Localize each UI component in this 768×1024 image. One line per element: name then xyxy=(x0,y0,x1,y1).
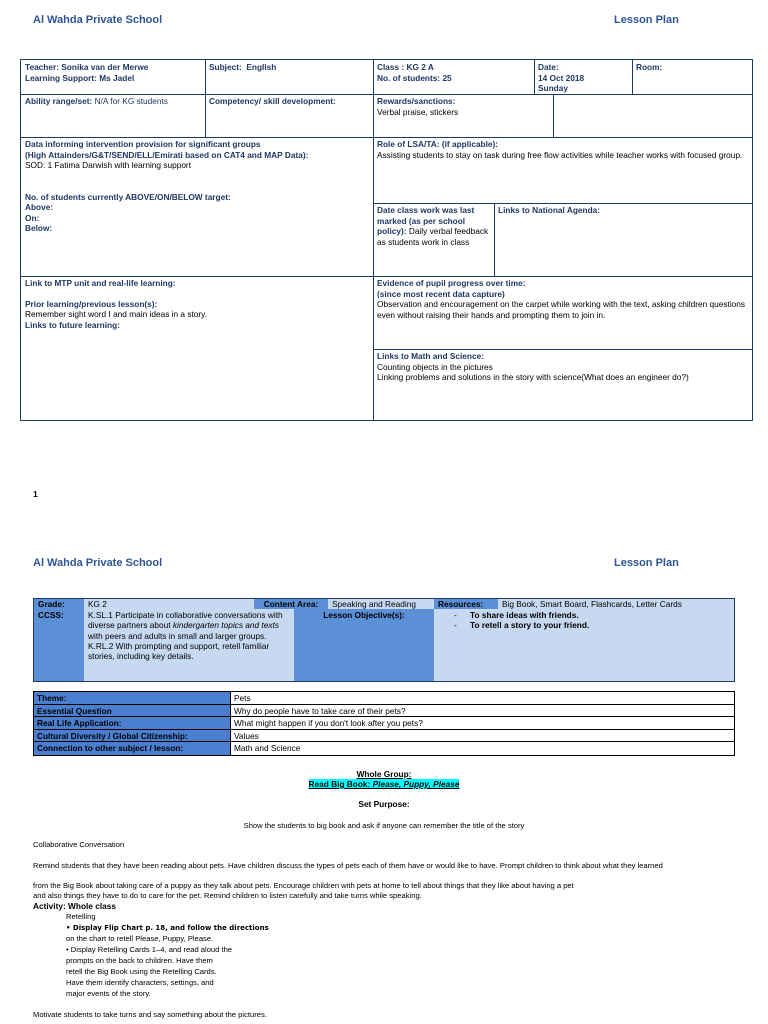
teacher-cell xyxy=(21,60,205,85)
table-row: Connection to other subject / lesson: Math and Science xyxy=(34,742,734,755)
room-label: Room: xyxy=(636,62,663,72)
remind-line-1: Remind students that they have been reading about pets. Have children discuss the types of pets each of them have or would like to have. Prompt children to think about what they learned xyxy=(33,861,663,870)
date-marked-cell xyxy=(373,203,494,249)
bullet-1: • Display Flip Chart p. 18, and follow the directions xyxy=(66,924,269,932)
role-label: Role of LSA/TA: (if applicable): xyxy=(377,139,499,149)
math-science-cell xyxy=(373,349,752,385)
day: Sunday xyxy=(538,83,568,93)
objective-item: - To share ideas with friends. xyxy=(454,610,579,620)
class-cell xyxy=(373,60,534,85)
ability-label: Ability range/set: xyxy=(25,96,93,106)
rewards-cell xyxy=(373,94,553,119)
evidence-label: Evidence of pupil progress over time: xyxy=(377,278,526,288)
objectives-cell xyxy=(434,609,734,681)
grade-value: KG 2 xyxy=(84,599,254,609)
math-science-value-2: Linking problems and solutions in the story with science(What does an engineer do?) xyxy=(377,372,689,382)
bullet-2b: prompts on the back to children. Have them xyxy=(66,956,213,965)
page-number: 1 xyxy=(33,489,38,499)
remind-line-3: and also things they have to do to care for the pet. Remind children to listen carefully and take turns while speaking. xyxy=(33,891,422,900)
read-big-book-label: Read Big Book: xyxy=(308,779,373,789)
mtp-label: Link to MTP unit and real-life learning: xyxy=(25,278,176,288)
students-count: No. of students: 25 xyxy=(377,72,452,83)
math-science-value-1: Counting objects in the pictures xyxy=(377,361,493,372)
data-informing-label-2: (High Attainders/G&T/SEND/ELL/Emirati based on CAT4 and MAP Data): xyxy=(25,149,309,160)
competency-cell xyxy=(205,94,373,109)
objective-item: - To retell a story to your friend. xyxy=(454,620,590,631)
doc-title-2: Lesson Plan xyxy=(614,557,679,569)
table-row: Cultural Diversity / Global Citizenship: Values xyxy=(34,730,734,743)
ccss-standard-1: K.SL.1 Participate in collaborative conversations with diverse partners about kindergarten topics and texts with peers and adults in small and larger groups. xyxy=(88,610,283,641)
table-row: Real Life Application: What might happen if you don't look after you pets? xyxy=(34,717,734,730)
ability-value: N/A for KG students xyxy=(94,96,168,106)
table-row: Theme: Pets xyxy=(34,692,734,705)
class: Class : KG 2 A xyxy=(377,62,434,72)
grade-label: Grade: xyxy=(34,599,84,609)
national-agenda-label: Links to National Agenda: xyxy=(498,205,601,215)
lesson-overview-table xyxy=(33,598,735,682)
whole-group-heading: Whole Group: xyxy=(356,769,412,779)
content-area-label: Content Area: xyxy=(254,599,328,609)
bullet-1b: on the chart to retell Please, Puppy, Please. xyxy=(66,934,214,943)
data-informing-cell xyxy=(21,137,373,236)
content-area-value: Speaking and Reading xyxy=(328,599,434,609)
evidence-value: Observation and encouragement on the carpet while working with the text, asking children questions even without raising their hands and prompting them to join in. xyxy=(377,299,746,320)
subject-cell xyxy=(205,60,373,75)
competency-label: Competency/ skill development: xyxy=(209,96,336,106)
subject-label: Subject: xyxy=(209,62,242,72)
date-marked-value: Daily verbal feedback as students work in class xyxy=(377,226,489,247)
sod: SOD: 1 Fatima Darwish with learning support xyxy=(25,160,192,170)
bullet-2e: major events of the story. xyxy=(66,989,151,998)
teacher: Teacher: Sonika van der Merwe xyxy=(25,62,149,72)
below-label: Below: xyxy=(25,223,53,233)
date-label: Date: xyxy=(538,62,559,72)
doc-title: Lesson Plan xyxy=(614,14,679,26)
students-target-label: No. of students currently ABOVE/ON/BELOW target: xyxy=(25,191,231,202)
retelling-label: Retelling xyxy=(66,912,96,921)
learning-support: Learning Support: Ms Jadel xyxy=(25,72,135,83)
table-row: Essential Question Why do people have to take care of their pets? xyxy=(34,705,734,718)
on-label: On: xyxy=(25,212,40,223)
date-value: 14 Oct 2018 xyxy=(538,72,585,83)
evidence-label-2: (since most recent data capture) xyxy=(377,288,505,299)
remind-line-2: from the Big Book about taking care of a puppy as they talk about pets. Encourage children with pets at home to tell about things that they like about having a pet xyxy=(33,881,574,890)
school-name: Al Wahda Private School xyxy=(33,14,163,26)
bullet-2: • Display Retelling Cards 1–4, and read aloud the xyxy=(66,945,233,954)
lesson-info-table xyxy=(20,59,753,421)
role-cell xyxy=(373,137,752,162)
rewards-value: Verbal praise, stickers xyxy=(377,106,459,117)
date-marked-label: Date class work was last marked (as per school policy): xyxy=(377,205,475,236)
bullet-2d: Have them identify characters, settings, and xyxy=(66,978,214,987)
theme-table xyxy=(33,691,735,756)
prior-learning-label: Prior learning/previous lesson(s): xyxy=(25,298,158,309)
room-cell xyxy=(632,60,752,75)
bullet-2c: retell the Big Book using the Retelling Cards. xyxy=(66,967,217,976)
activity-heading: Activity: Whole class xyxy=(33,901,116,911)
resources-label: Resources: xyxy=(434,599,498,609)
collab-heading: Collaborative Conversation xyxy=(33,840,125,849)
above-label: Above: xyxy=(25,202,54,212)
future-learning-label: Links to future learning: xyxy=(25,319,120,330)
national-agenda-cell xyxy=(494,203,752,218)
prior-learning-value: Remember sight word I and main ideas in a story. xyxy=(25,309,207,319)
role-value: Assisting students to stay on task during free flow activities while teacher works with focused group. xyxy=(377,149,743,160)
resources-value: Big Book, Smart Board, Flashcards, Letter Cards xyxy=(498,599,734,609)
mtp-cell xyxy=(21,276,373,332)
purpose-text: Show the students to big book and ask if anyone can remember the title of the story xyxy=(243,821,525,830)
math-science-label: Links to Math and Science: xyxy=(377,351,484,361)
ccss-label: CCSS: xyxy=(34,609,84,681)
ccss-cell xyxy=(84,609,294,681)
date-cell xyxy=(534,60,632,96)
evidence-cell xyxy=(373,276,752,322)
set-purpose-heading: Set Purpose: xyxy=(358,799,410,809)
ability-cell xyxy=(21,94,205,109)
school-name-2: Al Wahda Private School xyxy=(33,557,163,569)
subject-value: English xyxy=(246,62,277,72)
objective-label: Lesson Objective(s): xyxy=(294,609,434,681)
book-title: Please, Puppy, Please xyxy=(372,779,460,789)
motivate-line: Motivate students to take turns and say something about the pictures. xyxy=(33,1010,267,1019)
ccss-standard-2: K.RL.2 With prompting and support, retell familiar stories, including key details. xyxy=(88,640,270,662)
data-informing-label: Data informing intervention provision for significant groups xyxy=(25,139,261,149)
read-big-book-line xyxy=(0,779,768,789)
rewards-label: Rewards/sanctions: xyxy=(377,96,456,106)
